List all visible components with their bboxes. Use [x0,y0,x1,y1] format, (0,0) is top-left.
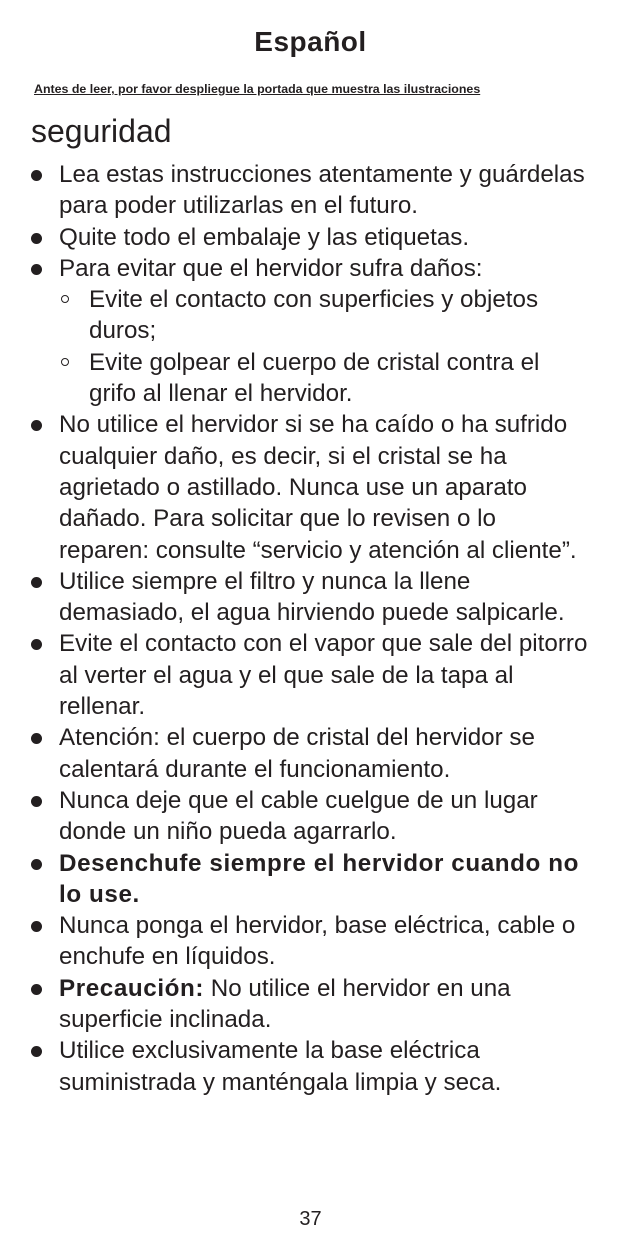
item-text: No utilice el hervidor si se ha caído o ha sufrido cualquier daño, es decir, si el cristal se ha agrietado o astillado. Nunca use un aparato dañado. Para solicitar que lo revisen o lo reparen: consulte “servicio y atención al cliente”. [59,411,577,564]
bullet-icon [31,733,42,744]
section-heading: seguridad [31,113,172,149]
list-item [0,159,621,222]
page-number: 37 [299,1208,322,1230]
bullet-icon [31,639,42,650]
subitem-text: Evite el contacto con superficies y objetos duros; [89,286,539,345]
hollow-bullet-icon [61,358,69,366]
item-bold-text: Desenchufe siempre el hervidor cuando no lo use. [59,849,579,908]
item-text: Para evitar que el hervidor sufra daños: [59,254,483,282]
bullet-icon [31,233,42,244]
item-text: Utilice exclusivamente la base eléctrica suministrada y manténgala limpia y seca. [59,1037,502,1096]
list-item [0,409,621,565]
item-text: Evite el contacto con el vapor que sale del pitorro al verter el agua y el que sale de la tapa al rellenar. [59,630,588,721]
safety-list [0,159,621,1098]
list-item [0,722,621,785]
hollow-bullet-icon [61,295,69,303]
bullet-icon [31,859,42,870]
bullet-icon [31,1046,42,1057]
item-text: Nunca deje que el cable cuelgue de un lugar donde un niño pueda agarrarlo. [59,786,538,846]
page-title: Español [254,26,367,57]
fold-out-notice: Antes de leer, por favor despliegue la portada que muestra las ilustraciones [34,82,481,96]
bullet-icon [31,921,42,932]
bullet-icon [31,984,42,995]
subitem-text: Evite golpear el cuerpo de cristal contra el grifo al llenar el hervidor. [89,348,540,408]
list-item [0,848,621,911]
list-item [0,910,621,973]
caution-label: Precaución: [59,974,205,1002]
sub-list-item [59,347,591,410]
list-item [0,253,621,409]
item-text: No utilice el hervidor en una superficie inclinada. [59,974,511,1034]
sub-list [59,284,591,409]
bullet-icon [31,170,42,181]
item-text: Quite todo el embalaje y las etiquetas. [59,223,470,251]
bullet-icon [31,264,42,275]
bullet-icon [31,577,42,588]
item-text: Nunca ponga el hervidor, base eléctrica, cable o enchufe en líquidos. [59,912,576,971]
list-item [0,222,621,253]
list-item [0,566,621,629]
list-item [0,973,621,1036]
list-item [0,1035,621,1098]
bullet-icon [31,420,42,431]
item-text: Atención: el cuerpo de cristal del hervidor se calentará durante el funcionamiento. [59,724,535,783]
item-text: Utilice siempre el filtro y nunca la llene demasiado, el agua hirviendo puede salpicarle. [59,567,565,627]
list-item [0,785,621,848]
sub-list-item [59,284,591,347]
bullet-icon [31,796,42,807]
list-item [0,628,621,722]
item-text: Lea estas instrucciones atentamente y guárdelas para poder utilizarlas en el futuro. [59,161,585,220]
